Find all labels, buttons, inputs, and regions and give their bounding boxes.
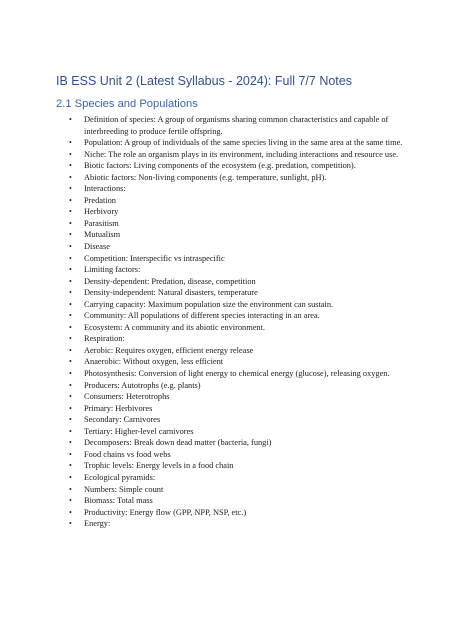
list-item bbox=[56, 414, 416, 426]
bullet-icon: • bbox=[69, 472, 72, 482]
list-item bbox=[56, 172, 416, 184]
list-item-text: Biomass: Total mass bbox=[84, 496, 153, 506]
list-item bbox=[56, 287, 416, 299]
list-item-text: Niche: The role an organism plays in its environment, including interactions and resource use. bbox=[84, 149, 399, 159]
list-item-text: Numbers: Simple count bbox=[84, 484, 164, 494]
list-item-text: Respiration: bbox=[84, 334, 125, 344]
list-item bbox=[56, 380, 416, 392]
list-item bbox=[56, 391, 416, 403]
list-item-text: Biotic factors: Living components of the ecosystem (e.g. predation, competition). bbox=[84, 161, 356, 171]
bullet-icon: • bbox=[69, 195, 72, 205]
list-item-text: Competition: Interspecific vs intraspecific bbox=[84, 253, 225, 263]
list-item bbox=[56, 356, 416, 368]
list-item-text: Energy: bbox=[84, 519, 111, 529]
list-item-text: Population: A group of individuals of the same species living in the same area at the same time. bbox=[84, 138, 403, 148]
list-item-text: Predation bbox=[84, 195, 116, 205]
list-item bbox=[56, 426, 416, 438]
bullet-icon: • bbox=[69, 218, 72, 228]
bullet-icon: • bbox=[69, 507, 72, 517]
list-item-text: Tertiary: Higher-level carnivores bbox=[84, 426, 194, 436]
bullet-icon: • bbox=[69, 276, 72, 286]
list-item bbox=[56, 114, 416, 137]
list-item bbox=[56, 160, 416, 172]
list-item-text: Secondary: Carnivores bbox=[84, 415, 161, 425]
list-item-text: Ecological pyramids: bbox=[84, 472, 156, 482]
list-item-text: Aerobic: Requires oxygen, efficient energy release bbox=[84, 345, 254, 355]
list-item bbox=[56, 368, 416, 380]
bullet-icon: • bbox=[69, 403, 72, 413]
list-item bbox=[56, 310, 416, 322]
list-item bbox=[56, 218, 416, 230]
bullet-icon: • bbox=[69, 496, 72, 506]
bullet-icon: • bbox=[69, 172, 72, 182]
bullet-icon: • bbox=[69, 369, 72, 379]
bullet-icon: • bbox=[69, 519, 72, 529]
bullet-icon: • bbox=[69, 230, 72, 240]
list-item bbox=[56, 276, 416, 288]
list-item bbox=[56, 241, 416, 253]
list-item bbox=[56, 253, 416, 265]
bullet-icon: • bbox=[69, 415, 72, 425]
list-item bbox=[56, 333, 416, 345]
list-item-text: Primary: Herbivores bbox=[84, 403, 153, 413]
bullet-icon: • bbox=[69, 484, 72, 494]
bullet-icon: • bbox=[69, 138, 72, 148]
list-item bbox=[56, 137, 416, 149]
list-item-text: Definition of species: A group of organisms sharing common characteristics and capable of interbreeding to produce fertile offspring. bbox=[84, 115, 389, 136]
notes-bullet-list bbox=[56, 114, 416, 530]
bullet-icon: • bbox=[69, 334, 72, 344]
bullet-icon: • bbox=[69, 242, 72, 252]
list-item bbox=[56, 507, 416, 519]
bullet-icon: • bbox=[69, 322, 72, 332]
list-item-text: Community: All populations of different species interacting in an area. bbox=[84, 311, 320, 321]
bullet-icon: • bbox=[69, 288, 72, 298]
list-item bbox=[56, 299, 416, 311]
list-item bbox=[56, 403, 416, 415]
list-item bbox=[56, 437, 416, 449]
bullet-icon: • bbox=[69, 115, 72, 124]
list-item bbox=[56, 322, 416, 334]
list-item-text: Food chains vs food webs bbox=[84, 449, 171, 459]
bullet-icon: • bbox=[69, 311, 72, 321]
list-item bbox=[56, 206, 416, 218]
bullet-icon: • bbox=[69, 299, 72, 309]
list-item bbox=[56, 484, 416, 496]
list-item-text: Trophic levels: Energy levels in a food chain bbox=[84, 461, 234, 471]
list-item-text: Interactions: bbox=[84, 184, 126, 194]
list-item bbox=[56, 229, 416, 241]
list-item-text: Ecosystem: A community and its abiotic environment. bbox=[84, 322, 265, 332]
bullet-icon: • bbox=[69, 438, 72, 448]
list-item-text: Mutualism bbox=[84, 230, 121, 240]
list-item bbox=[56, 472, 416, 484]
list-item bbox=[56, 449, 416, 461]
bullet-icon: • bbox=[69, 265, 72, 275]
list-item-text: Productivity: Energy flow (GPP, NPP, NSP, etc.) bbox=[84, 507, 247, 517]
bullet-icon: • bbox=[69, 207, 72, 217]
bullet-icon: • bbox=[69, 449, 72, 459]
bullet-icon: • bbox=[69, 357, 72, 367]
bullet-icon: • bbox=[69, 253, 72, 263]
section-heading: 2.1 Species and Populations bbox=[56, 98, 198, 110]
bullet-icon: • bbox=[69, 161, 72, 171]
list-item-text: Anaerobic: Without oxygen, less efficient bbox=[84, 357, 224, 367]
list-item bbox=[56, 195, 416, 207]
list-item-text: Herbivory bbox=[84, 207, 119, 217]
list-item-text: Density-dependent: Predation, disease, competition bbox=[84, 276, 256, 286]
list-item-text: Producers: Autotrophs (e.g. plants) bbox=[84, 380, 201, 390]
list-item-text: Density-independent: Natural disasters, temperature bbox=[84, 288, 258, 298]
list-item-text: Disease bbox=[84, 242, 110, 252]
bullet-icon: • bbox=[69, 184, 72, 194]
bullet-icon: • bbox=[69, 426, 72, 436]
list-item-text: Photosynthesis: Conversion of light energy to chemical energy (glucose), releasing oxygen. bbox=[84, 369, 390, 379]
bullet-icon: • bbox=[69, 345, 72, 355]
list-item bbox=[56, 460, 416, 472]
list-item bbox=[56, 183, 416, 195]
list-item-text: Limiting factors: bbox=[84, 265, 141, 275]
list-item-text: Consumers: Heterotrophs bbox=[84, 392, 170, 402]
list-item bbox=[56, 345, 416, 357]
list-item-text: Carrying capacity: Maximum population size the environment can sustain. bbox=[84, 299, 334, 309]
bullet-icon: • bbox=[69, 461, 72, 471]
list-item bbox=[56, 149, 416, 161]
bullet-icon: • bbox=[69, 380, 72, 390]
list-item bbox=[56, 264, 416, 276]
list-item bbox=[56, 495, 416, 507]
bullet-icon: • bbox=[69, 392, 72, 402]
list-item-text: Abiotic factors: Non-living components (e.g. temperature, sunlight, pH). bbox=[84, 172, 327, 182]
list-item bbox=[56, 518, 416, 530]
list-item-text: Parasitism bbox=[84, 218, 119, 228]
document-title: IB ESS Unit 2 (Latest Syllabus - 2024): Full 7/7 Notes bbox=[56, 74, 352, 88]
bullet-icon: • bbox=[69, 149, 72, 159]
list-item-text: Decomposers: Break down dead matter (bacteria, fungi) bbox=[84, 438, 272, 448]
